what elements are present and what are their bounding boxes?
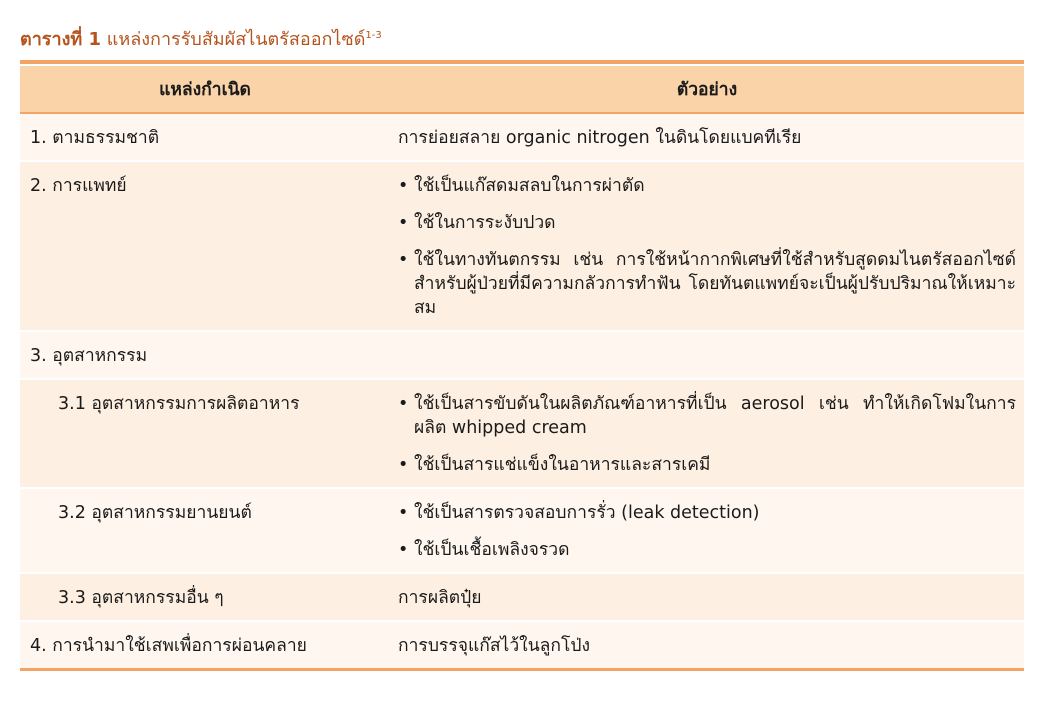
table-bottom-rule	[20, 668, 1024, 671]
table-header-row	[20, 65, 1024, 113]
row-example-list	[390, 488, 1024, 573]
row-example-list	[390, 379, 1024, 488]
row-source: 2. การแพทย์	[20, 161, 390, 331]
table-row	[20, 379, 1024, 488]
row-source: 1. ตามธรรมชาติ	[20, 113, 390, 161]
row-source: 3.3 อุตสาหกรรมอื่น ๆ	[20, 573, 390, 621]
bullet-icon: •	[398, 394, 409, 414]
table-row	[20, 488, 1024, 573]
header-example: ตัวอย่าง	[390, 65, 1024, 113]
bullet-icon: •	[398, 540, 409, 560]
table-row	[20, 161, 1024, 331]
list-item: • ใช้เป็นสารขับดันในผลิตภัณฑ์อาหารที่เป็น aerosol เช่น ทำให้เกิดโฟมในการผลิต whipped cream	[398, 394, 1016, 438]
row-source: 3.1 อุตสาหกรรมการผลิตอาหาร	[20, 379, 390, 488]
list-item: • ใช้เป็นสารแช่แข็งในอาหารและสารเคมี	[398, 455, 711, 475]
list-item: • ใช้เป็นแก๊สดมสลบในการผ่าตัด	[398, 176, 645, 196]
row-example-list	[390, 161, 1024, 331]
row-example: การบรรจุแก๊สไว้ในลูกโป่ง	[390, 621, 1024, 668]
caption-title: แหล่งการรับสัมผัสไนตรัสออกไซด์	[106, 29, 366, 50]
table-row	[20, 331, 1024, 379]
table-row	[20, 621, 1024, 668]
table-caption	[20, 24, 382, 53]
list-item: • ใช้ในการระงับปวด	[398, 213, 556, 233]
bullet-icon: •	[398, 176, 409, 196]
bullet-icon: •	[398, 503, 409, 523]
list-item: • ใช้เป็นเชื้อเพลิงจรวด	[398, 540, 570, 560]
bullet-icon: •	[398, 455, 409, 475]
caption-ref: 1-3	[365, 30, 382, 41]
table-row	[20, 573, 1024, 621]
row-example	[390, 331, 1024, 379]
exposure-sources-table	[20, 64, 1024, 668]
row-example: การย่อยสลาย organic nitrogen ในดินโดยแบคทีเรีย	[390, 113, 1024, 161]
bullet-icon: •	[398, 250, 409, 270]
table-row	[20, 113, 1024, 161]
row-source: 3.2 อุตสาหกรรมยานยนต์	[20, 488, 390, 573]
header-source: แหล่งกำเนิด	[20, 65, 390, 113]
data-table-container	[20, 60, 1024, 671]
list-item: • ใช้เป็นสารตรวจสอบการรั่ว (leak detection)	[398, 503, 760, 523]
bullet-icon: •	[398, 213, 409, 233]
list-item: • ใช้ในทางทันตกรรม เช่น การใช้หน้ากากพิเศษที่ใช้สำหรับสูดดมไนตรัสออกไซด์สำหรับผู้ป่วยที่มีความกลัวการทำฟัน โดยทันตแพทย์จะเป็นผู้ปรับปริมาณให้เหมาะสม	[398, 250, 1016, 318]
row-source: 3. อุตสาหกรรม	[20, 331, 390, 379]
caption-label: ตารางที่ 1	[20, 29, 102, 50]
row-source: 4. การนำมาใช้เสพเพื่อการผ่อนคลาย	[20, 621, 390, 668]
row-example: การผลิตปุ๋ย	[390, 573, 1024, 621]
